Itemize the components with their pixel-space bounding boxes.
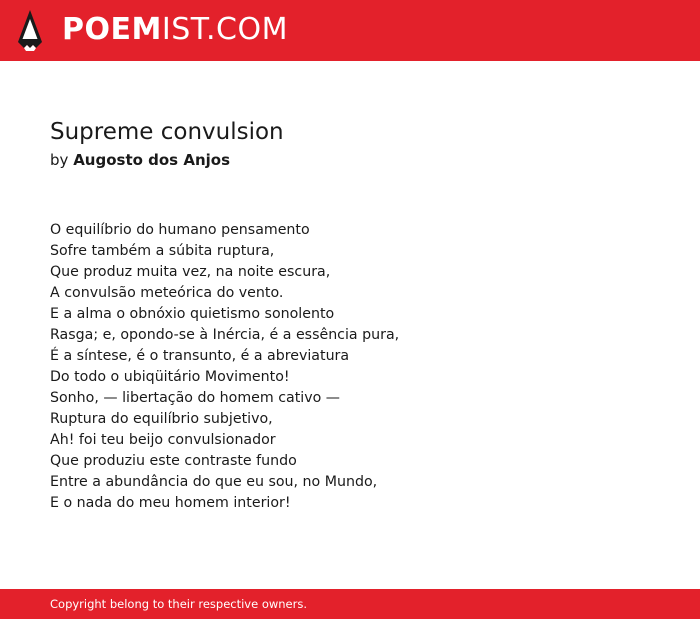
poem-line: Ruptura do equilíbrio subjetivo, bbox=[50, 411, 273, 427]
poem-line: Sonho, — libertação do homem cativo — bbox=[50, 390, 340, 406]
byline-label: by bbox=[50, 151, 69, 169]
poem-line: É a síntese, é o transunto, é a abreviatura bbox=[50, 348, 350, 364]
poem-author: Augosto dos Anjos bbox=[73, 151, 230, 169]
poem-line: E a alma o obnóxio quietismo sonolento bbox=[50, 306, 335, 322]
pencil-tip-icon[interactable] bbox=[18, 10, 42, 51]
poem-line: Que produziu este contraste fundo bbox=[50, 453, 297, 469]
site-footer bbox=[0, 589, 700, 619]
poem-line: Ah! foi teu beijo convulsionador bbox=[50, 432, 276, 448]
poem-line: O equilíbrio do humano pensamento bbox=[50, 222, 310, 238]
poem-line: Do todo o ubiqüitário Movimento! bbox=[50, 369, 290, 385]
poem-line: A convulsão meteórica do vento. bbox=[50, 285, 284, 301]
site-header bbox=[0, 0, 700, 61]
poem-body bbox=[50, 220, 670, 514]
poem-line: Rasga; e, opondo-se à Inércia, é a essência pura, bbox=[50, 327, 400, 343]
poem-byline bbox=[50, 149, 670, 171]
poem-line: Sofre também a súbita ruptura, bbox=[50, 243, 275, 259]
poem-line: Entre a abundância do que eu sou, no Mundo, bbox=[50, 474, 378, 490]
copyright-notice: Copyright belong to their respective owners. bbox=[50, 597, 308, 611]
poem-line: E o nada do meu homem interior! bbox=[50, 495, 291, 511]
logo-bold-text: POEM bbox=[62, 12, 162, 47]
logo-light-text: IST.COM bbox=[161, 12, 288, 47]
poem-line: Que produz muita vez, na noite escura, bbox=[50, 264, 331, 280]
poem-content bbox=[50, 116, 670, 514]
poem-title: Supreme convulsion bbox=[50, 119, 284, 145]
site-logo[interactable] bbox=[62, 12, 288, 48]
